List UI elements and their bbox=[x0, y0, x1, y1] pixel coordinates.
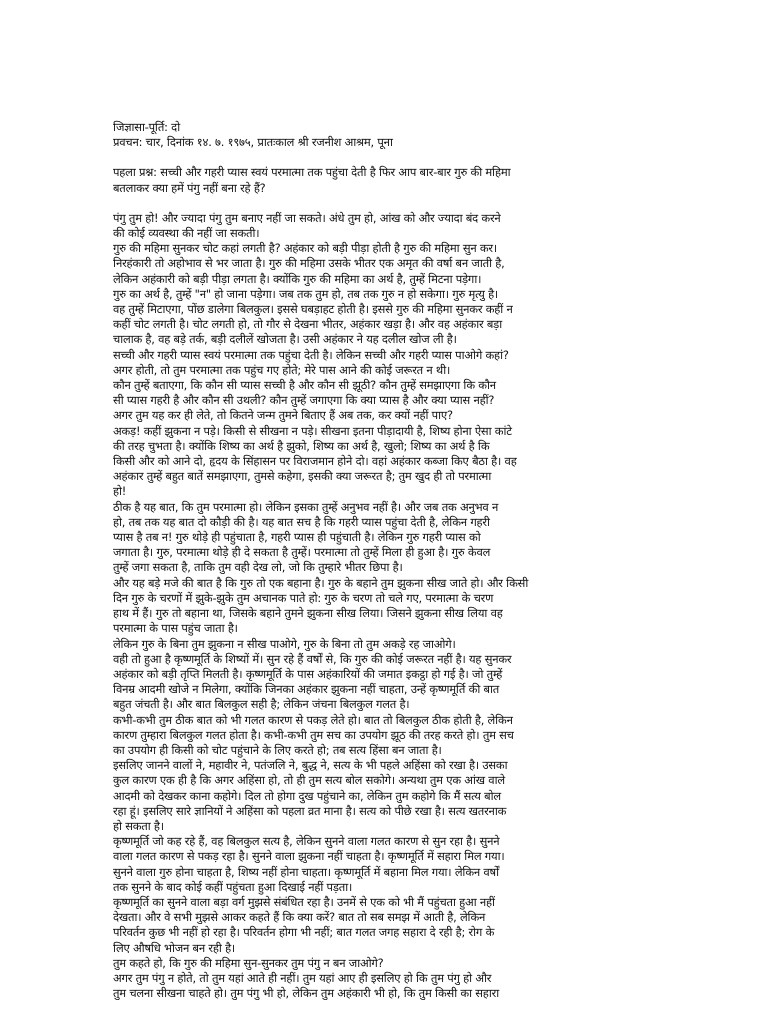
text-line: अहंकार तुम्हें बहुत बातें समझाएगा, तुमसे कहेगा, इसकी क्या जरूरत है; तुम खुद ही तो परमात्मा bbox=[113, 469, 492, 484]
text-line: की तरह चुभता है। क्योंकि शिष्य का अर्थ है झुको, शिष्य का अर्थ है, खुलो; शिष्य का अर्थ है कि bbox=[113, 438, 490, 453]
text-line: परिवर्तन कुछ भी नहीं हो रहा है। परिवर्तन होगा भी नहीं; बात गलत जगह सहारा दे रही है; रोग के bbox=[113, 925, 495, 940]
text-line: बहुत जंचती है। और बात बिलकुल सही है; लेकिन जंचना बिलकुल गलत है। bbox=[113, 697, 410, 712]
text-line: चालाक है, वह बड़े तर्क, बड़ी दलीलें खोजता है। उसी अहंकार ने यह दलील खोज ली है। bbox=[113, 332, 457, 347]
text-line: अगर तुम पंगु न होते, तो तुम यहां आते ही नहीं। तुम यहां आए ही इसलिए हो कि तुम पंगु हो और bbox=[113, 970, 492, 985]
spacer bbox=[113, 150, 653, 165]
text-line: हो! bbox=[113, 484, 127, 499]
text-line: सच्ची और गहरी प्यास स्वयं परमात्मा तक पहुंचा देती है। लेकिन सच्ची और गहरी प्यास पाओगे कहां? bbox=[113, 347, 509, 362]
text-line: अगर होती, तो तुम परमात्मा तक पहुंच गए होते; मेरे पास आने की कोई जरूरत न थी। bbox=[113, 362, 451, 377]
document-page bbox=[113, 120, 653, 1001]
text-line: अहंकार को बड़ी तृप्ति मिलती है। कृष्णमूर्ति के पास अहंकारियों की जमात इकट्ठा हो गई है। जो तुम्हें bbox=[113, 666, 503, 681]
question-block bbox=[113, 165, 653, 195]
text-line: हो सकता है। bbox=[113, 818, 164, 833]
text-line: वही तो हुआ है कृष्णमूर्ति के शिष्यों में। सुन रहे हैं वर्षों से, कि गुरु की कोई जरूरत नहीं है। यह सुनकर bbox=[113, 651, 512, 666]
text-line: सुनने वाला गुरु होना चाहता है, शिष्य नहीं होना चाहता। कृष्णमूर्ति में बहाना मिल गया। लेकिन वर्षों bbox=[113, 864, 499, 879]
text-line: बतलाकर क्या हमें पंगु नहीं बना रहे हैं? bbox=[113, 180, 266, 195]
text-line: की कोई व्यवस्था की नहीं जा सकती। bbox=[113, 226, 260, 241]
text-line: गुरु का अर्थ है, तुम्हें "न" हो जाना पड़ेगा। जब तक तुम हो, तब तक गुरु न हो सकेगा। गुरु मृत्यु है। bbox=[113, 286, 499, 301]
text-line: देखता। और वे सभी मुझसे आकर कहते हैं कि क्या करें? बात तो सब समझ में आती है, लेकिन bbox=[113, 910, 486, 925]
text-line: कारण तुम्हारा बिलकुल गलत होता है। कभी-कभी तुम सच का उपयोग झूठ की तरह करते हो। तुम सच bbox=[113, 727, 514, 742]
text-line: लेकिन गुरु के बिना तुम झुकना न सीख पाओगे, गुरु के बिना तो तुम अकड़े रह जाओगे। bbox=[113, 636, 456, 651]
text-line: का उपयोग ही किसी को चोट पहुंचाने के लिए करते हो; तब सत्य हिंसा बन जाता है। bbox=[113, 742, 442, 757]
text-line: प्यास है तब न! गुरु थोड़े ही पहुंचाता है, गहरी प्यास ही पहुंचाती है। लेकिन गुरु गहरी प्यास को bbox=[113, 530, 481, 545]
text-line: तुम कहते हो, कि गुरु की महिमा सुन-सुनकर तुम पंगु न बन जाओगे? bbox=[113, 955, 384, 970]
text-line: लेकिन अहंकारी को बड़ी पीड़ा लगता है। क्योंकि गुरु की महिमा का अर्थ है, तुम्हें मिटना पड़ेगा। bbox=[113, 271, 482, 286]
text-line: पंगु तुम हो! और ज्यादा पंगु तुम बनाए नहीं जा सकते। अंधे तुम हो, आंख को और ज्यादा बंद करने bbox=[113, 210, 501, 225]
text-line: कहीं चोट लगती है। चोट लगती हो, तो गौर से देखना भीतर, अहंकार खड़ा है। और वह अहंकार बड़ा bbox=[113, 317, 503, 332]
text-line: कुल कारण एक ही है कि अगर अहिंसा हो, तो ही तुम सत्य बोल सकोगे। अन्यथा तुम एक आंख वाले bbox=[113, 773, 505, 788]
text-line: तक सुनने के बाद कोई कहीं पहुंचता हुआ दिखाई नहीं पड़ता। bbox=[113, 879, 353, 894]
text-line: आदमी को देखकर काना कहोगे। दिल तो होगा दुख पहुंचाने का, लेकिन तुम कहोगे कि मैं सत्य बोल bbox=[113, 788, 501, 803]
answer-text bbox=[113, 211, 653, 1002]
text-line: परमात्मा के पास पहुंच जाता है। bbox=[113, 621, 238, 636]
text-line: हो, तब तक यह बात दो कौड़ी की है। यह बात सच है कि गहरी प्यास पहुंचा देती है, लेकिन गहरी bbox=[113, 514, 490, 529]
text-line: हाथ में हैं। गुरु तो बहाना था, जिसके बहाने तुमने झुकना सीख लिया। जिसने झुकना सीख लिया वह bbox=[113, 606, 503, 621]
text-line: वाला गलत कारण से पकड़ रहा है। सुनने वाला झुकना नहीं चाहता है। कृष्णमूर्ति में सहारा मिल गया। bbox=[113, 849, 505, 864]
text-line: तुम चलना सीखना चाहते हो। तुम पंगु भी हो, लेकिन तुम अहंकारी भी हो, कि तुम किसी का सहारा bbox=[113, 986, 499, 1001]
text-line: विनम्र आदमी खोजे न मिलेगा, क्योंकि जिनका अहंकार झुकना नहीं चाहता, उन्हें कृष्णमूर्ति की बात bbox=[113, 682, 500, 697]
text-line: कभी-कभी तुम ठीक बात को भी गलत कारण से पकड़ लेते हो। बात तो बिलकुल ठीक होती है, लेकिन bbox=[113, 712, 513, 727]
text-line: अगर तुम यह कर ही लेते, तो कितने जन्म तुमने बिताए हैं अब तक, कर क्यों नहीं पाए? bbox=[113, 408, 453, 423]
text-line: सी प्यास गहरी है और कौन सी उथली? कौन तुम्हें जगाएगा कि क्या प्यास है और क्या प्यास नहीं? bbox=[113, 393, 495, 408]
text-line: वह तुम्हें मिटाएगा, पोंछ डालेगा बिलकुल। इससे घबड़ाहट होती है। इससे गुरु की महिमा सुनकर कहीं न bbox=[113, 302, 513, 317]
text-line: अकड़! कहीं झुकना न पड़े। किसी से सीखना न पड़े। सीखना इतना पीड़ादायी है, शिष्य होना ऐसा कांटे bbox=[113, 423, 512, 438]
text-line: लिए औषधि भोजन बन रही है। bbox=[113, 940, 236, 955]
text-line: किसी और को आने दो, हृदय के सिंहासन पर विराजमान होने दो। वहां अहंकार कब्जा किए बैठा है। वह bbox=[113, 454, 517, 469]
discourse-info: प्रवचन: चार, दिनांक १४. ७. १९७५, प्रातःकाल श्री रजनीश आश्रम, पूना bbox=[113, 135, 393, 150]
text-line: इसलिए जानने वालों ने, महावीर ने, पतंजलि ने, बुद्ध ने, सत्य के भी पहले अहिंसा को रखा है। उसका bbox=[113, 758, 508, 773]
text-line: तुम्हें जगा सकता है, ताकि तुम वही देख लो, जो कि तुम्हारे भीतर छिपा है। bbox=[113, 560, 403, 575]
text-line: गुरु की महिमा सुनकर चोट कहां लगती है? अहंकार को बड़ी पीड़ा होती है गुरु की महिमा सुन कर। bbox=[113, 241, 497, 256]
spacer bbox=[113, 196, 653, 211]
text-line: कृष्णमूर्ति का सुनने वाला बड़ा वर्ग मुझसे संबंधित रहा है। उनमें से एक को भी मैं पहुंचता हुआ नहीं bbox=[113, 894, 495, 909]
text-line: जगाता है। गुरु, परमात्मा थोड़े ही दे सकता है तुम्हें। परमात्मा तो तुम्हें मिला ही हुआ है। गुरु केवल bbox=[113, 545, 491, 560]
text-line: और यह बड़े मजे की बात है कि गुरु तो एक बहाना है। गुरु के बहाने तुम झुकना सीख जाते हो। और किसी bbox=[113, 575, 529, 590]
chapter-title: जिज्ञासा-पूर्ति: दो bbox=[113, 120, 180, 134]
text-line: ठीक है यह बात, कि तुम परमात्मा हो। लेकिन इसका तुम्हें अनुभव नहीं है। और जब तक अनुभव न bbox=[113, 499, 499, 514]
text-line: रहा हूं। इसलिए सारे ज्ञानियों ने अहिंसा को पहला व्रत माना है। सत्य को पीछे रखा है। सत्य खतरनाक bbox=[113, 803, 507, 818]
text-line: कौन तुम्हें बताएगा, कि कौन सी प्यास सच्ची है और कौन सी झूठी? कौन तुम्हें समझाएगा कि कौन bbox=[113, 378, 496, 393]
text-line: कृष्णमूर्ति जो कह रहे हैं, वह बिलकुल सत्य है, लेकिन सुनने वाला गलत कारण से सुन रहा है। सुनने bbox=[113, 834, 500, 849]
text-line: दिन गुरु के चरणों में झुके-झुके तुम अचानक पाते हो: गुरु के चरण तो चले गए, परमात्मा के चरण bbox=[113, 590, 494, 605]
text-line: पहला प्रश्न: सच्ची और गहरी प्यास स्वयं परमात्मा तक पहुंचा देती है फिर आप बार-बार गुरु की महिमा bbox=[113, 165, 511, 180]
text-line: निरहंकारी तो अहोभाव से भर जाता है। गुरु की महिमा उसके भीतर एक अमृत की वर्षा बन जाती है, bbox=[113, 256, 505, 271]
